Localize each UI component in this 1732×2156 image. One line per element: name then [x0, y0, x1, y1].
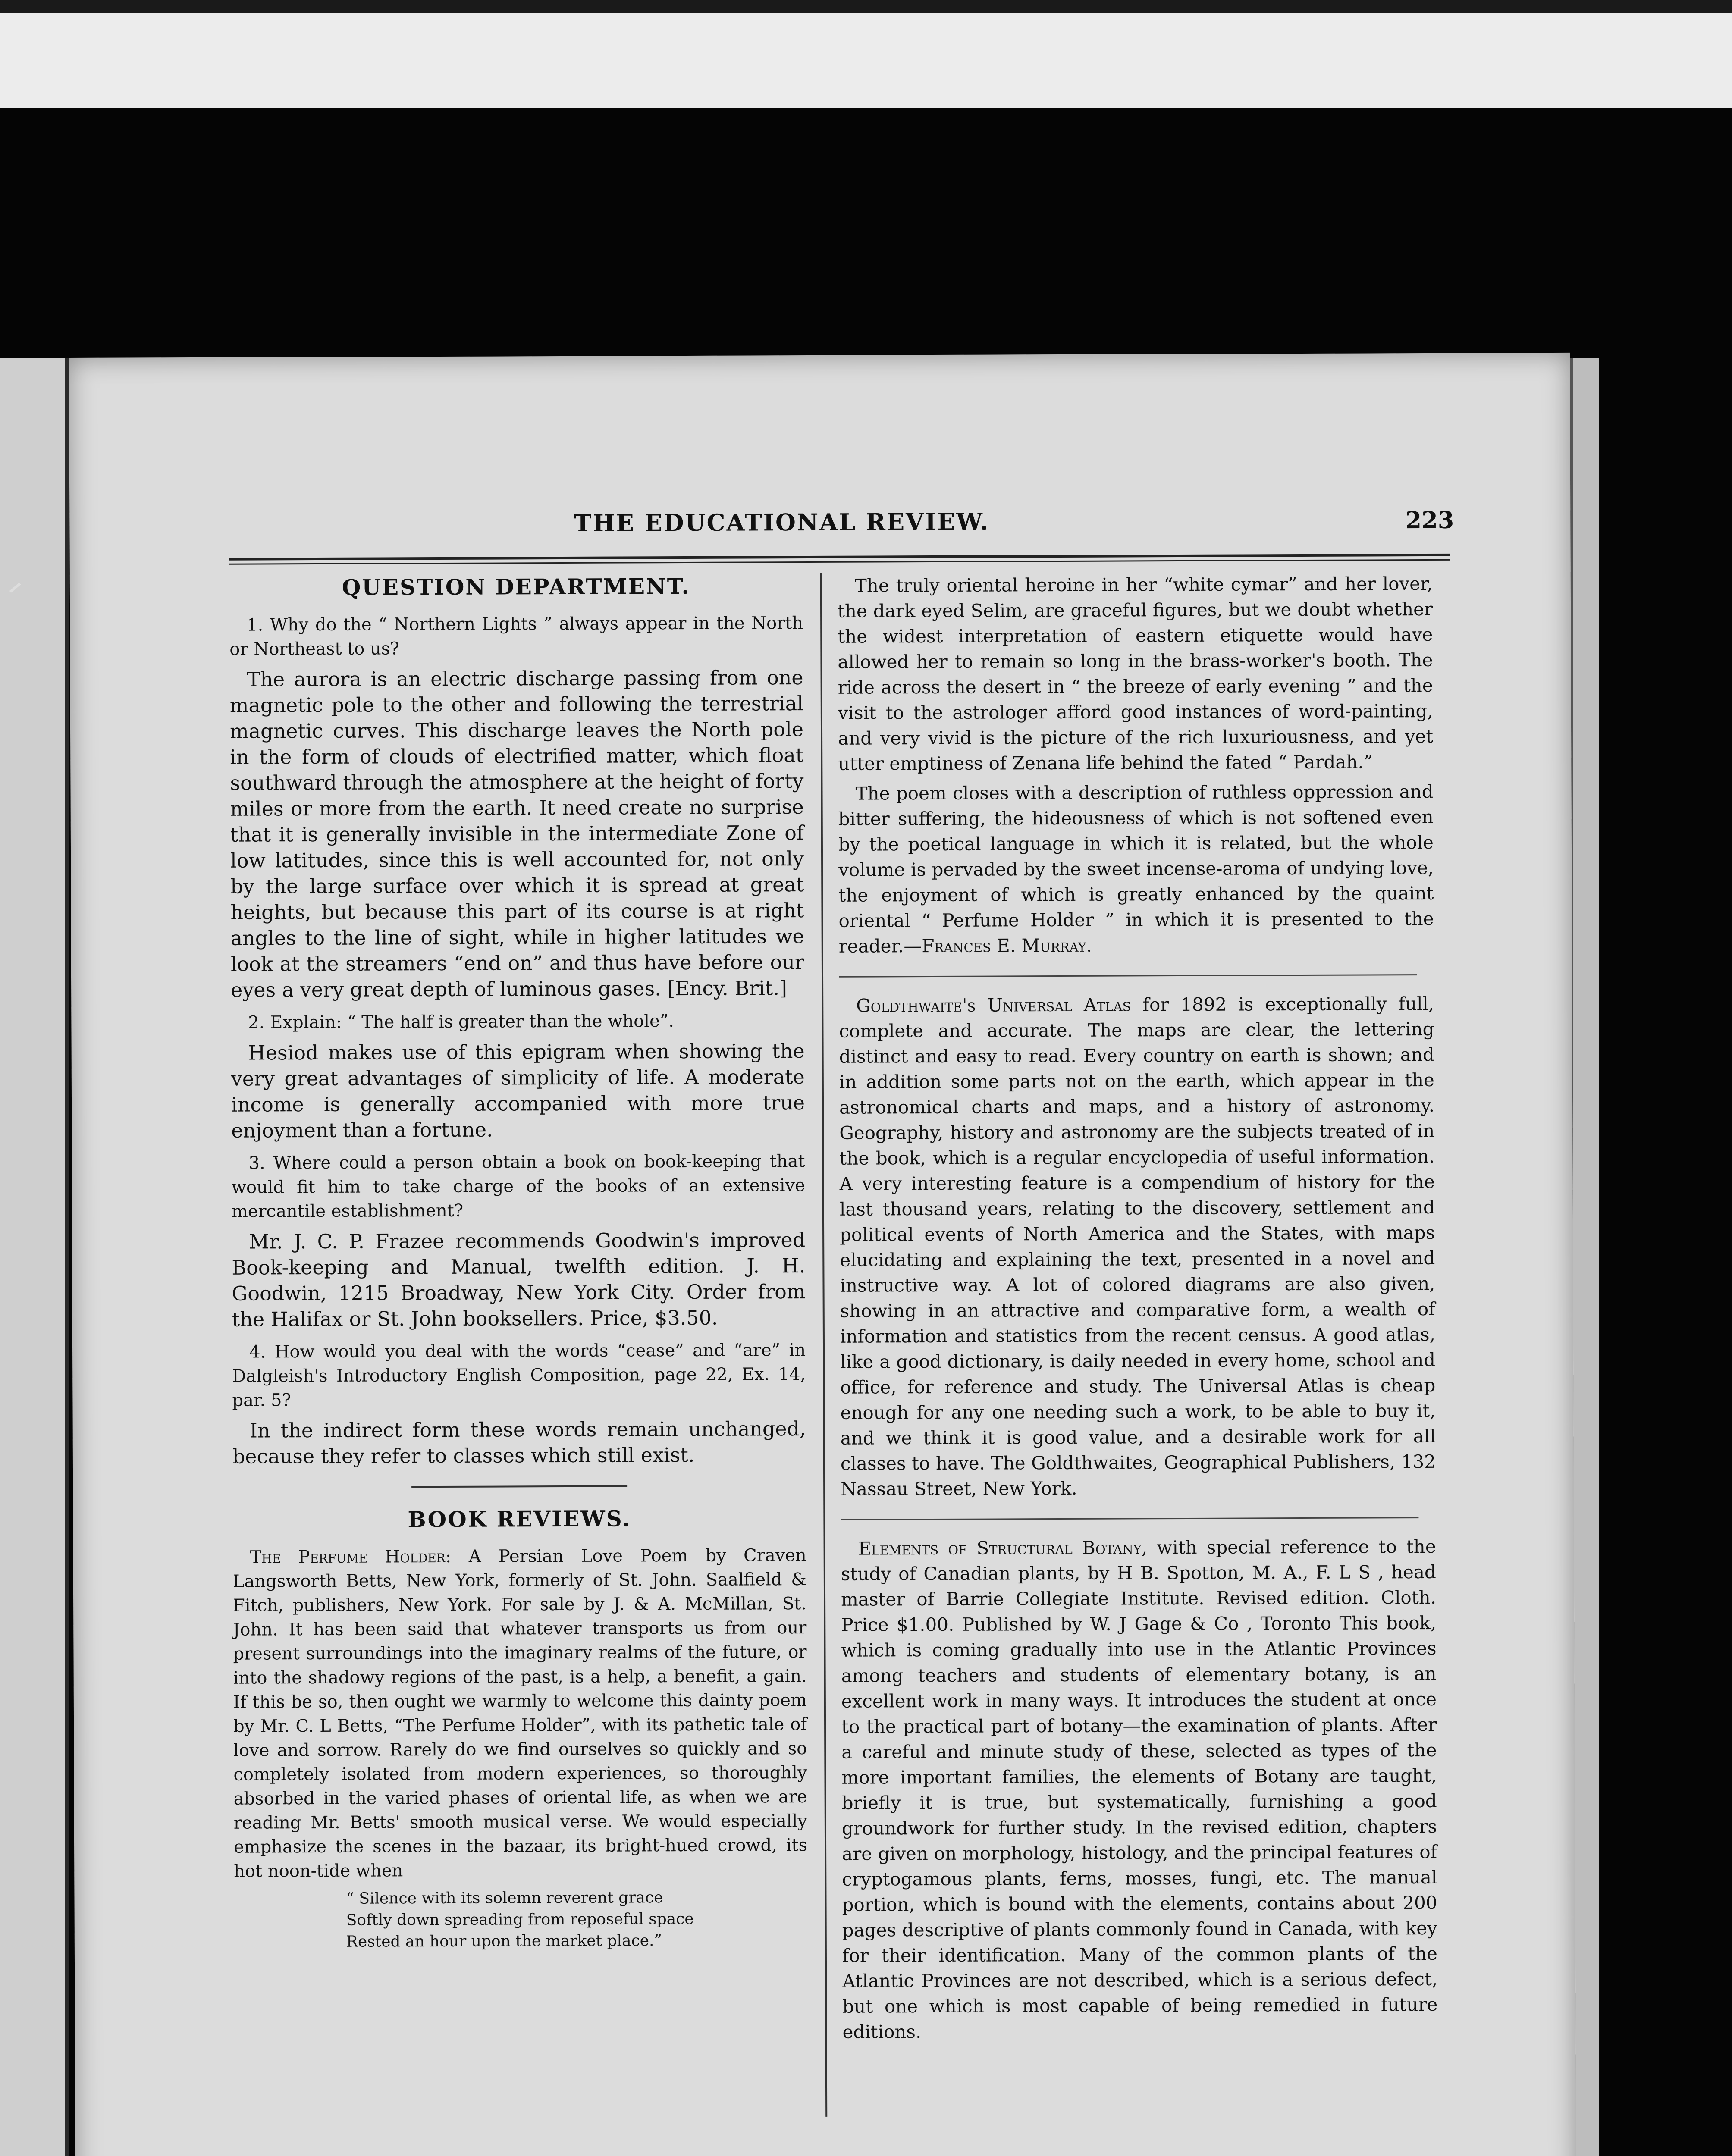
running-title: THE EDUCATIONAL REVIEW. [574, 508, 990, 537]
book-reviews-title: BOOK REVIEWS. [408, 1506, 631, 1532]
quote-line: Rested an hour upon the market place.” [346, 1932, 662, 1951]
review-perfume-holder-continued-1: The truly oriental heroine in her “white cymar” and her lover, the dark eyed Selim, are graceful figures, but we doubt whether the widest interpretation of eastern etiquette would have allowed her to remain so long in the brass-worker's booth. The ride across the desert in “ the breeze of early evening ” and the visit to the astrologer afford good instances of word-painting, and very vivid is the picture of the rich luxuriousness, and yet utter emptiness of Zenana life behind the fated “ Pardah.” [837, 573, 1434, 774]
review-atlas-text: for 1892 is exceptionally full, complete and accurate. The maps are clear, the lettering distinct and easy to read. Every country on earth is shown; and in addition some parts not on the earth, which appear in the astronomical charts and maps, and a history of astronomy. Geography, history and astronomy are the subjects treated of in the book, which is a regular encyclopedia of useful information. A very interesting feature is a compendium of history for the last thousand years, relating to the discovery, settlement and political events of North America and the States, with maps elucidating and explaining the text, presented in a novel and instructive way. A lot of colored diagrams are also given, showing in an attractive and comparative form, a wealth of information and statistics from the recent census. A good atlas, like a good dictionary, is daily needed in every home, school and office, for reference and study. The Universal Atlas is cheap enough for any one needing such a work, to be able to buy it, and we think it is good value, and a desirable work for all classes to have. The Goldthwaites, Geographical Publishers, 132 Nassau Street, New York. [839, 993, 1436, 1500]
review-perfume-holder-text: A Persian Love Poem by Craven Langsworth Betts, New York, formerly of St. John. Saalfield & Fitch, publishers, New York. For sale by J. & A. McMillan, St. John. It has been said that whatever transports us from our present surroundings into the imaginary realms of the future, or into the shadowy regions of the past, is a help, a benefit, a gain. If this be so, then ought we warmly to welcome this dainty poem by Mr. C. L Betts, “The Perfume Holder”, with its pathetic tale of love and sorrow. Rarely do we find ourselves so quickly and so completely isolated from modern experiences, so thoroughly absorbed in the varied phases of oriental life, as when we are reading Mr. Betts' smooth musical verse. We would especially emphasize the scenes in the bazaar, its bright-hued crowd, its hot noon-tide when [232, 1545, 808, 1881]
page-number: 223 [1405, 506, 1454, 534]
question-2: 2. Explain: “ The half is greater than the whole”. [248, 1011, 674, 1033]
review-perfume-holder [233, 1543, 808, 1883]
question-4: 4. How would you deal with the words “cease” and “are” in Dalgleish's Introductory English Composition, page 22, Ex. 14, par. 5? [232, 1340, 806, 1410]
review-perfume-holder-continued-2 [838, 779, 1434, 959]
poem-quote [346, 1887, 808, 1953]
review-botany-text: with special reference to the study of Canadian plants, by H B. Spotton, M. A., F. L S , head master of Barrie Collegiate Institute. Revised edition. Cloth. Price $1.00. Published by W. J Gage & Co , Toronto This book, which is coming gradually into use in the Atlantic Provinces among teachers and students of elementary botany, is an excellent work in many ways. It introduces the student at once to the practical part of botany—the examination of plants. After a careful and minute study of these, selected as types of the more important families, the elements of Botany are taught, briefly it is true, but systematically, furnishing a good groundwork for further study. In the revised edition, chapters are given on morphology, histology, and the principal features of cryptogamous plants, ferns, mosses, fungi, etc. The manual portion, which is bound with the elements, contains about 200 pages descriptive of plants commonly found in Canada, with key for their identification. Many of the common plants of the Atlantic Provinces are not described, which is a serious defect, but one which is most capable of being remedied in future editions. [841, 1536, 1438, 2043]
question-3: 3. Where could a person obtain a book on book-keeping that would fit him to take charge of the books of an extensive mercantile establishment? [231, 1151, 805, 1222]
page-header [229, 506, 1454, 549]
film-edge-top [0, 0, 1732, 13]
answer-3: Mr. J. C. P. Frazee recommends Goodwin's improved Book-keeping and Manual, twelfth edition. J. H. Goodwin, 1215 Broadway, New York City. Order from the Halifax or St. John booksellers. Price, $3.50. [232, 1228, 806, 1331]
review-rule [841, 1517, 1418, 1520]
answer-1: The aurora is an electric discharge passing from one magnetic pole to the other and following the terrestrial magnetic curves. This discharge leaves the North pole in the form of clouds of electrified matter, which float southward through the atmosphere at the height of forty miles or more from the earth. It need create no surprise that it is generally invisible in the intermediate Zone of low latitudes, since this is well accounted for, not only by the large surface over which it is spread at great heights, but because this part of its course is at right angles to the line of sight, while in higher latitudes we look at the streamers “end on” and thus have before our eyes a very great depth of luminous gases. [Ency. Brit.] [229, 666, 804, 1002]
quote-line: “ Silence with its solemn reverent grace [346, 1889, 663, 1908]
quote-line: Softly down spreading from reposeful space [346, 1910, 694, 1929]
review-rule [839, 974, 1417, 978]
review-botany [841, 1534, 1438, 2045]
film-border-top [0, 0, 1732, 108]
review-atlas-lead: Goldthwaite's Universal Atlas [856, 994, 1131, 1016]
review-atlas [839, 991, 1436, 1502]
question-department-title: QUESTION DEPARTMENT. [342, 573, 690, 600]
reviewer-signature: Frances E. Murray. [922, 934, 1092, 957]
review-perfume-holder-closing: The poem closes with a description of ruthless oppression and bitter suffering, the hideousness of which is not softened even by the poetical language in which it is related, but the whole volume is pervaded by the sweet incense-aroma of undying love, the enjoyment of which is greatly enhanced by the quaint oriental “ Perfume Holder ” in which it is presented to the reader.— [838, 780, 1434, 957]
review-perfume-holder-lead: The Perfume Holder: [250, 1546, 452, 1567]
column-divider [820, 573, 827, 2117]
left-column [229, 573, 808, 1953]
right-column [838, 571, 1438, 2049]
answer-4: In the indirect form these words remain unchanged, because they refer to classes which still exist. [232, 1417, 806, 1468]
header-rule-bottom [229, 559, 1450, 565]
scanned-page [69, 353, 1577, 2156]
question-1: 1. Why do the “ Northern Lights ” always appear in the North or Northeast to us? [229, 613, 803, 659]
facing-page-edge [0, 358, 69, 2156]
answer-2: Hesiod makes use of this epigram when showing the very great advantages of simplicity of life. A moderate income is generally accompanied with more true enjoyment than a fortune. [231, 1039, 805, 1142]
review-botany-lead: Elements of Structural Botany, [858, 1537, 1148, 1559]
section-rule [411, 1485, 627, 1488]
